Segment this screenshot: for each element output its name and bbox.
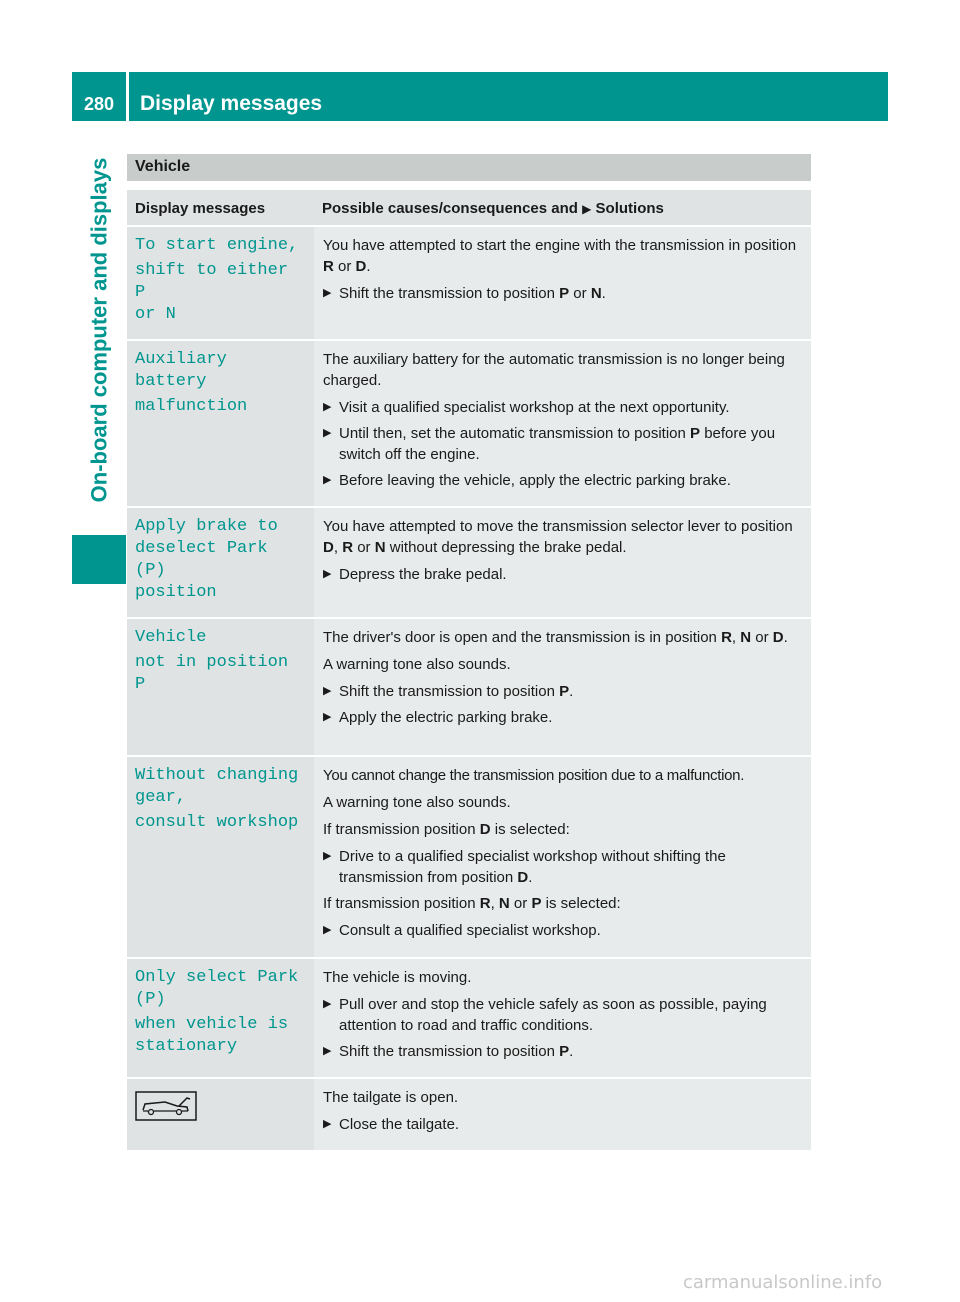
arrow-icon: ▶ <box>582 202 592 216</box>
solution-cell <box>314 618 811 756</box>
col-header-causes <box>314 190 811 226</box>
table-row <box>127 226 811 340</box>
section-title: Display messages <box>140 92 323 115</box>
cause-text: The auxiliary battery for the automatic transmission is no longer being charged. <box>323 351 785 389</box>
tailgate-open-icon <box>135 1091 197 1121</box>
side-tab-label: On-board computer and displays <box>86 157 111 503</box>
arrow-icon: ▶ <box>323 568 332 580</box>
cause-text: A warning tone also sounds. <box>323 794 511 811</box>
table-row <box>127 958 811 1078</box>
col-header-solutions-label: Solutions <box>595 200 664 217</box>
side-tab-marker <box>72 535 126 584</box>
cause-text: You cannot change the transmission position due to a malfunction. <box>323 767 745 784</box>
message-line: Only select Park <box>135 968 299 987</box>
step-text: Close the tailgate. <box>339 1116 460 1133</box>
step-text: Apply the electric parking brake. <box>339 709 553 726</box>
solution-step <box>323 564 803 585</box>
message-line: Without changing <box>135 766 299 785</box>
solution-cell <box>314 756 811 958</box>
arrow-icon: ▶ <box>323 711 332 723</box>
message-line: (P) <box>135 990 166 1009</box>
side-tab <box>72 130 126 530</box>
arrow-icon: ▶ <box>323 474 332 486</box>
step-text: Shift the transmission to position P. <box>339 683 574 700</box>
arrow-icon: ▶ <box>323 427 332 439</box>
step-text: Before leaving the vehicle, apply the electric parking brake. <box>339 472 731 489</box>
message-line: malfunction <box>135 397 248 416</box>
table-caption: Vehicle <box>127 154 811 181</box>
message-line: stationary <box>135 1037 238 1056</box>
message-line: shift to either P <box>135 261 289 302</box>
col-header-messages: Display messages <box>127 190 314 226</box>
message-line: deselect Park (P) <box>135 539 268 580</box>
message-line: consult workshop <box>135 813 299 832</box>
solution-step <box>323 1114 803 1135</box>
cause-text: If transmission position R, N or P is selected: <box>323 895 621 912</box>
display-message <box>127 1078 314 1151</box>
cause-text: You have attempted to start the engine with the transmission in position R or D. <box>323 237 797 275</box>
display-message <box>127 226 314 340</box>
cause-text: The driver's door is open and the transmission is in position R, N or D. <box>323 629 788 646</box>
step-text: Shift the transmission to position P or N. <box>339 285 606 302</box>
cause-text: The vehicle is moving. <box>323 969 472 986</box>
arrow-icon: ▶ <box>323 924 332 936</box>
solution-step <box>323 470 803 491</box>
step-text: Visit a qualified specialist workshop at the next opportunity. <box>339 399 730 416</box>
message-line: not in position P <box>135 653 289 694</box>
display-message <box>127 958 314 1078</box>
page-number: 280 <box>83 94 115 114</box>
solution-step <box>323 397 803 418</box>
display-messages-table <box>127 154 811 1152</box>
cause-text: You have attempted to move the transmission selector lever to position D, R or N without depressing the brake pedal. <box>323 518 793 556</box>
solution-cell <box>314 226 811 340</box>
arrow-icon: ▶ <box>323 1118 332 1130</box>
step-text: Drive to a qualified specialist workshop without shifting the transmission from position D. <box>339 848 726 886</box>
solution-step <box>323 994 803 1036</box>
solution-step <box>323 846 803 888</box>
step-text: Until then, set the automatic transmission to position P before you switch off the engine. <box>339 425 776 463</box>
solution-cell <box>314 507 811 618</box>
display-message <box>127 340 314 507</box>
solution-cell <box>314 340 811 507</box>
solution-step <box>323 1041 803 1062</box>
arrow-icon: ▶ <box>323 1045 332 1057</box>
cause-text: The tailgate is open. <box>323 1089 459 1106</box>
col-header-causes-label: Possible causes/consequences and <box>322 200 578 217</box>
arrow-icon: ▶ <box>323 850 332 862</box>
cause-text: A warning tone also sounds. <box>323 656 511 673</box>
display-message <box>127 507 314 618</box>
message-line: To start engine, <box>135 236 299 255</box>
step-text: Consult a qualified specialist workshop. <box>339 922 601 939</box>
message-line: gear, <box>135 788 187 807</box>
header-divider <box>126 72 129 121</box>
message-line: Vehicle <box>135 628 207 647</box>
message-line: Apply brake to <box>135 517 278 536</box>
arrow-icon: ▶ <box>323 998 332 1010</box>
solution-step <box>323 423 803 465</box>
solution-cell <box>314 1078 811 1151</box>
display-message <box>127 618 314 756</box>
table-row <box>127 507 811 618</box>
table-row <box>127 618 811 756</box>
message-line: Auxiliary battery <box>135 350 227 391</box>
arrow-icon: ▶ <box>323 401 332 413</box>
solution-step <box>323 681 803 702</box>
display-message <box>127 756 314 958</box>
step-text: Pull over and stop the vehicle safely as soon as possible, paying attention to road and traffic conditions. <box>339 996 767 1034</box>
step-text: Shift the transmission to position P. <box>339 1043 574 1060</box>
table-row <box>127 1078 811 1151</box>
watermark: carmanualsonline.info <box>683 1272 883 1293</box>
step-text: Depress the brake pedal. <box>339 566 507 583</box>
arrow-icon: ▶ <box>323 287 332 299</box>
solution-step <box>323 707 803 728</box>
table-row <box>127 340 811 507</box>
arrow-icon: ▶ <box>323 685 332 697</box>
message-line: position <box>135 583 217 602</box>
table-header-row <box>127 190 811 226</box>
cause-text: If transmission position D is selected: <box>323 821 570 838</box>
solution-step <box>323 920 803 941</box>
solution-cell <box>314 958 811 1078</box>
solution-step <box>323 283 803 304</box>
table-row <box>127 756 811 958</box>
message-line: when vehicle is <box>135 1015 289 1034</box>
message-line: or N <box>135 305 176 324</box>
